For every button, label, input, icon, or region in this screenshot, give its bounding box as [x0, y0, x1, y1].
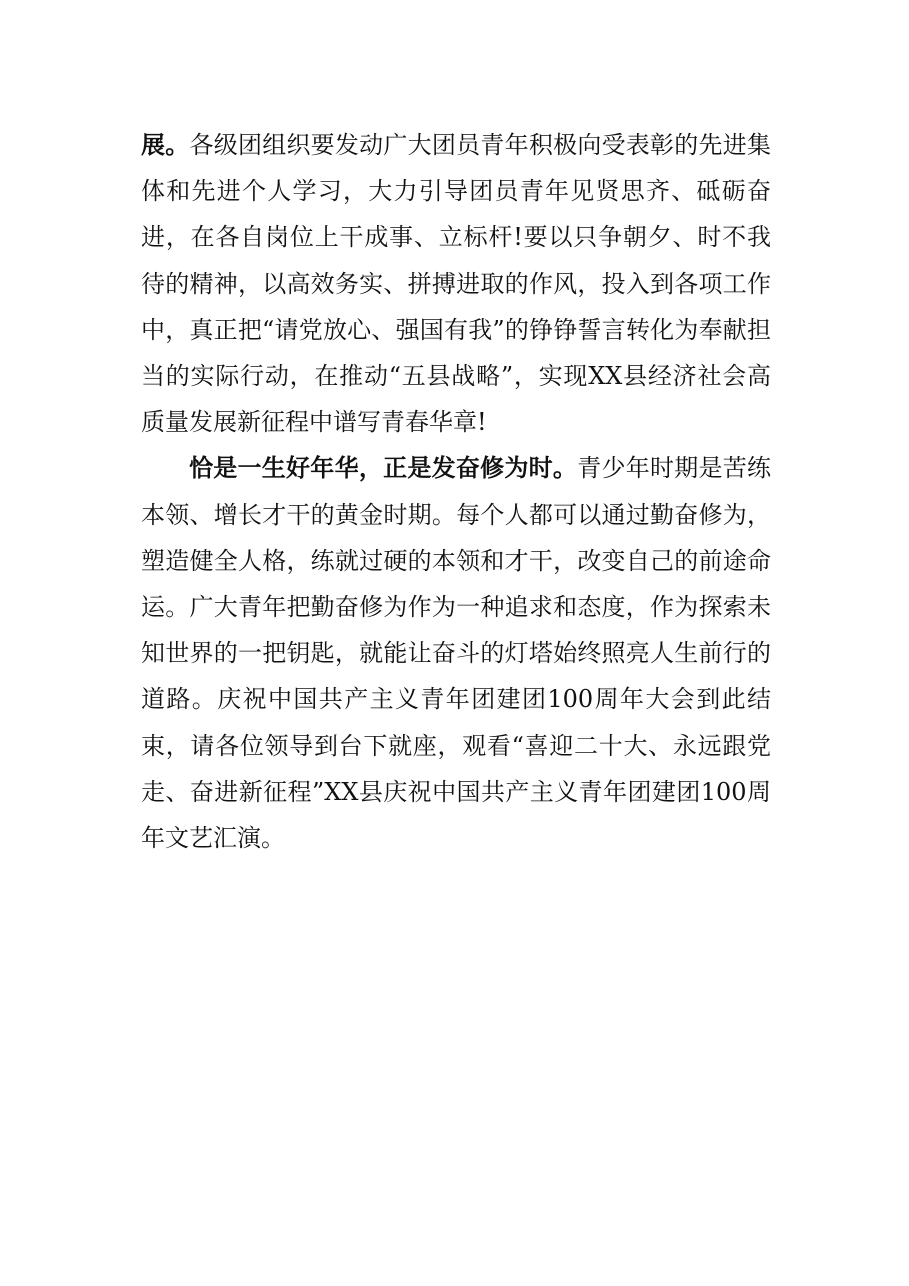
- paragraph-2-lead: 恰是一生好年华，正是发奋修为时。: [189, 453, 578, 483]
- paragraph-1-lead: 展。: [141, 130, 190, 159]
- paragraph-1: [141, 122, 771, 445]
- paragraph-1-body: 各级团组织要发动广大团员青年积极向受表彰的先进集体和先进个人学习，大力引导团员青年见贤思齐、砥砺奋进，在各自岗位上干成事、立标杆!要以只争朝夕、时不我待的精神，以高效务实、拼搏进取的作风，投入到各项工作中，真正把“请党放心、强国有我”的铮铮誓言转化为奉献担当的实际行动，在推动“五县战略”，实现XX县经济社会高质量发展新征程中谱写青春华章!: [141, 131, 772, 437]
- paragraph-2-body: 青少年时期是苦练本领、增长才干的黄金时期。每个人都可以通过勤奋修为，塑造健全人格，练就过硬的本领和才干，改变自己的前途命运。广大青年把勤奋修为作为一种追求和态度，作为探索未知世界的一把钥匙，就能让奋斗的灯塔始终照亮人生前行的道路。庆祝中国共产主义青年团建团100周年大会到此结束，请各位领导到台下就座，观看“喜迎二十大、永远跟党走、奋进新征程”XX县庆祝中国共产主义青年团建团100周年文艺汇演。: [141, 454, 772, 853]
- document-body: [141, 122, 771, 861]
- paragraph-2: [141, 445, 771, 861]
